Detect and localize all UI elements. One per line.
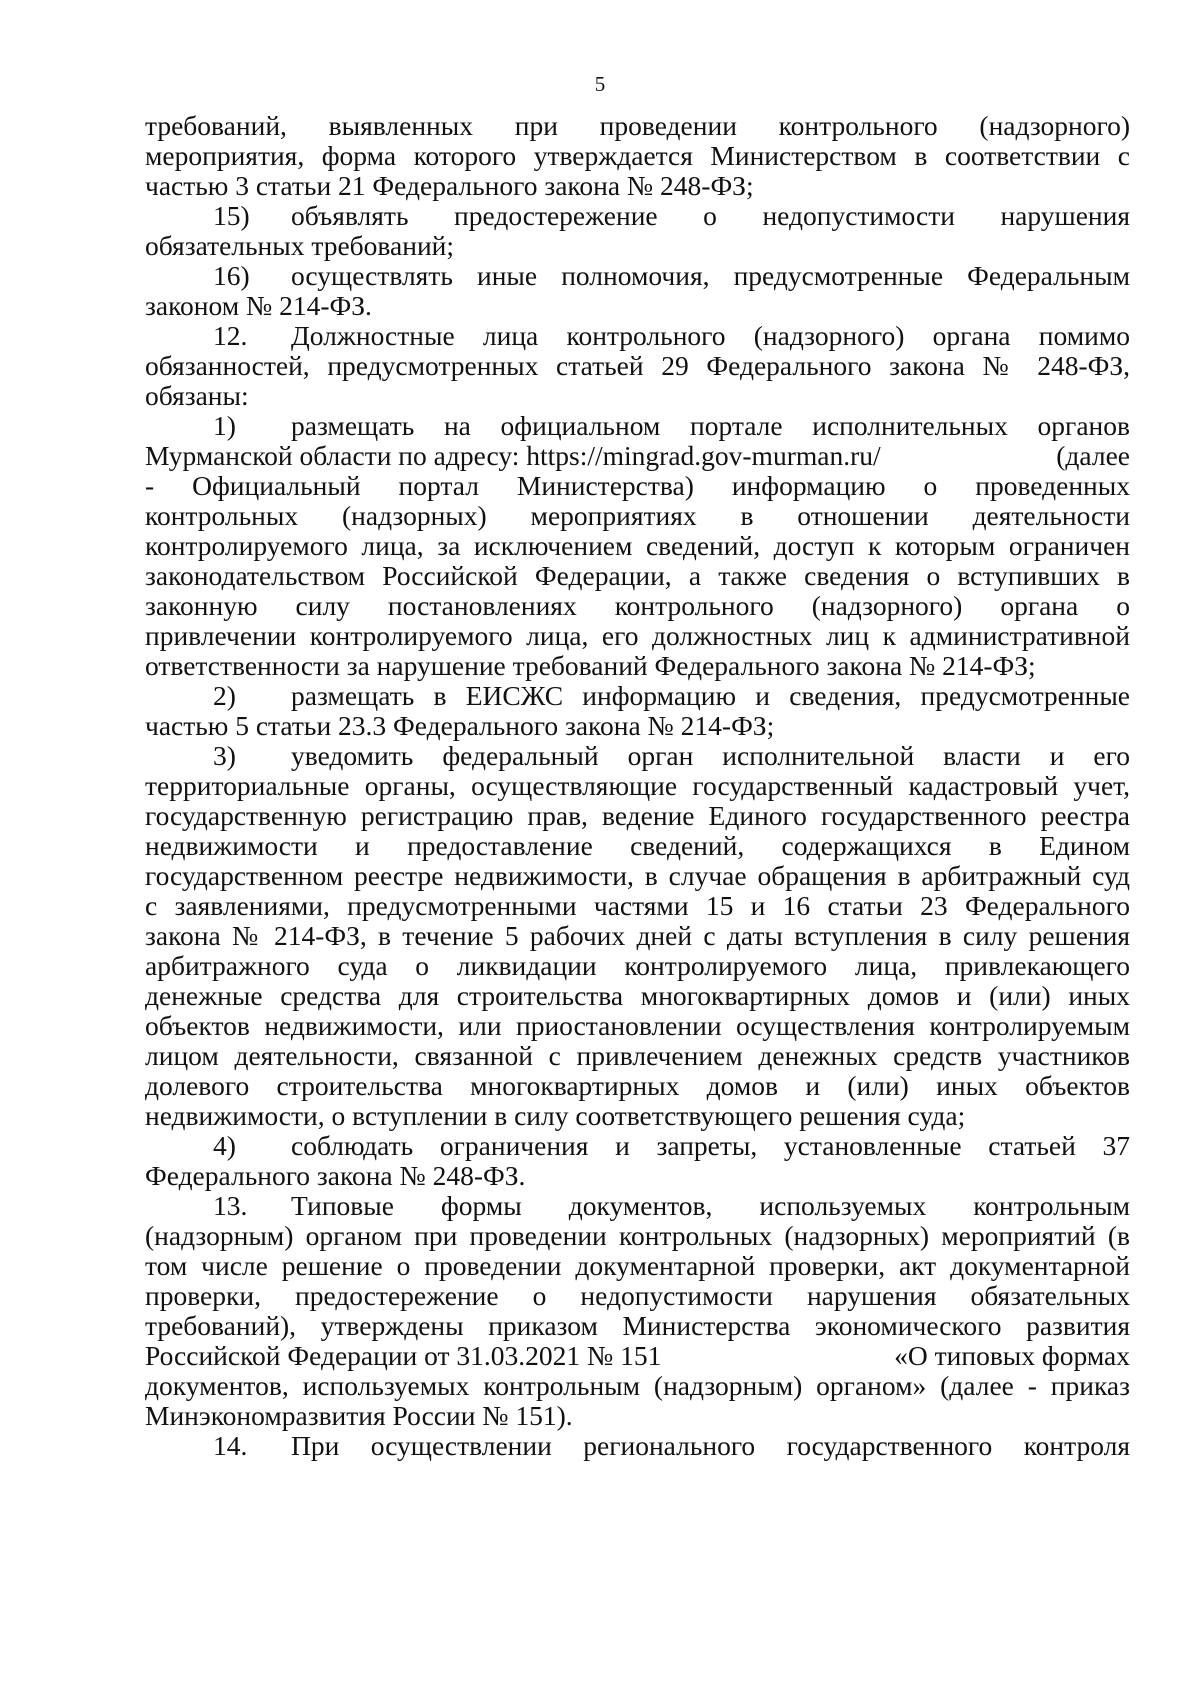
text-line: ответственности за нарушение требований Федерального закона № 214-ФЗ;: [145, 650, 1036, 681]
text-line: объявлять предостережение о недопустимости нарушения: [291, 200, 1130, 231]
text-line: частью 3 статьи 21 Федерального закона № 248-ФЗ;: [145, 170, 754, 201]
item-number: 3): [213, 740, 236, 771]
text-line: с заявлениями, предусмотренными частями 15 и 16 статьи 23 Федерального: [145, 890, 1130, 921]
text-line: законодательством Российской Федерации, а также сведения о вступивших в: [145, 560, 1130, 591]
page-number: 5: [594, 72, 606, 96]
text-line-fragment: «О типовых формах: [894, 1340, 1130, 1371]
text-line: размещать на официальном портале исполнительных органов: [291, 410, 1130, 441]
text-line: государственном реестре недвижимости, в случае обращения в арбитражный суд: [145, 860, 1130, 891]
text-line: недвижимости, о вступлении в силу соответствующего решения суда;: [145, 1100, 966, 1131]
text-line: том числе решение о проведении документарной проверки, акт документарной: [145, 1250, 1130, 1281]
text-line: арбитражного суда о ликвидации контролируемого лица, привлекающего: [145, 950, 1130, 981]
text-line: законом № 214-ФЗ.: [145, 290, 372, 321]
item-number: 16): [213, 260, 250, 291]
text-line: (надзорным) органом при проведении контрольных (надзорных) мероприятий (в: [145, 1220, 1130, 1251]
text-line: обязательных требований;: [145, 230, 455, 261]
text-line: Российской Федерации от 31.03.2021 № 151: [145, 1340, 662, 1371]
item-number: 2): [213, 680, 236, 711]
text-line: частью 5 статьи 23.3 Федерального закона № 214-ФЗ;: [145, 710, 775, 741]
text-line: требований), утверждены приказом Министерства экономического развития: [145, 1310, 1130, 1341]
text-line: проверки, предостережение о недопустимости нарушения обязательных: [145, 1280, 1130, 1311]
text-line: территориальные органы, осуществляющие государственный кадастровый учет,: [145, 770, 1130, 801]
text-line: уведомить федеральный орган исполнительной власти и его: [291, 740, 1130, 771]
text-line: контрольных (надзорных) мероприятиях в отношении деятельности: [145, 500, 1130, 531]
text-line: требований, выявленных при проведении контрольного (надзорного): [145, 110, 1130, 141]
text-line: Мурманской области по адресу: https://mingrad.gov-murman.ru/: [145, 440, 881, 471]
paragraph-number: 14.: [213, 1430, 248, 1461]
text-line: При осуществлении регионального государственного контроля: [291, 1430, 1130, 1461]
paragraph-number: 13.: [213, 1190, 248, 1221]
text-line: осуществлять иные полномочия, предусмотренные Федеральным: [291, 260, 1130, 291]
text-line: Минэкономразвития России № 151).: [145, 1400, 573, 1431]
paragraph-number: 12.: [213, 320, 248, 351]
text-line: Типовые формы документов, используемых контрольным: [291, 1190, 1130, 1221]
item-number: 4): [213, 1130, 236, 1161]
text-line: лицом деятельности, связанной с привлечением денежных средств участников: [145, 1040, 1130, 1071]
text-line: обязанностей, предусмотренных статьей 29 Федерального закона № 248-ФЗ,: [145, 350, 1130, 381]
text-line: долевого строительства многоквартирных домов и (или) иных объектов: [145, 1070, 1130, 1101]
text-line: недвижимости и предоставление сведений, содержащихся в Едином: [145, 830, 1130, 861]
text-line: денежные средства для строительства многоквартирных домов и (или) иных: [145, 980, 1130, 1011]
text-line-fragment: (далее: [1056, 440, 1130, 471]
item-number: 15): [213, 200, 250, 231]
text-line: соблюдать ограничения и запреты, установленные статьей 37: [291, 1130, 1130, 1161]
text-line: государственную регистрацию прав, ведение Единого государственного реестра: [145, 800, 1130, 831]
item-number: 1): [213, 410, 236, 441]
text-line: объектов недвижимости, или приостановлении осуществления контролируемым: [145, 1010, 1130, 1041]
text-line: законную силу постановлениях контрольного (надзорного) органа о: [145, 590, 1130, 621]
text-line: обязаны:: [145, 380, 249, 411]
text-line: документов, используемых контрольным (надзорным) органом» (далее - приказ: [145, 1370, 1130, 1401]
text-line: - Официальный портал Министерства) информацию о проведенных: [145, 470, 1130, 501]
text-line: закона № 214-ФЗ, в течение 5 рабочих дней с даты вступления в силу решения: [145, 920, 1130, 951]
text-line: Должностные лица контрольного (надзорного) органа помимо: [291, 320, 1130, 351]
text-line: контролируемого лица, за исключением сведений, доступ к которым ограничен: [145, 530, 1130, 561]
text-line: привлечении контролируемого лица, его должностных лиц к административной: [145, 620, 1130, 651]
text-line: мероприятия, форма которого утверждается Министерством в соответствии с: [145, 140, 1130, 171]
text-line: Федерального закона № 248-ФЗ.: [145, 1160, 526, 1191]
text-line: размещать в ЕИСЖС информацию и сведения, предусмотренные: [291, 680, 1130, 711]
